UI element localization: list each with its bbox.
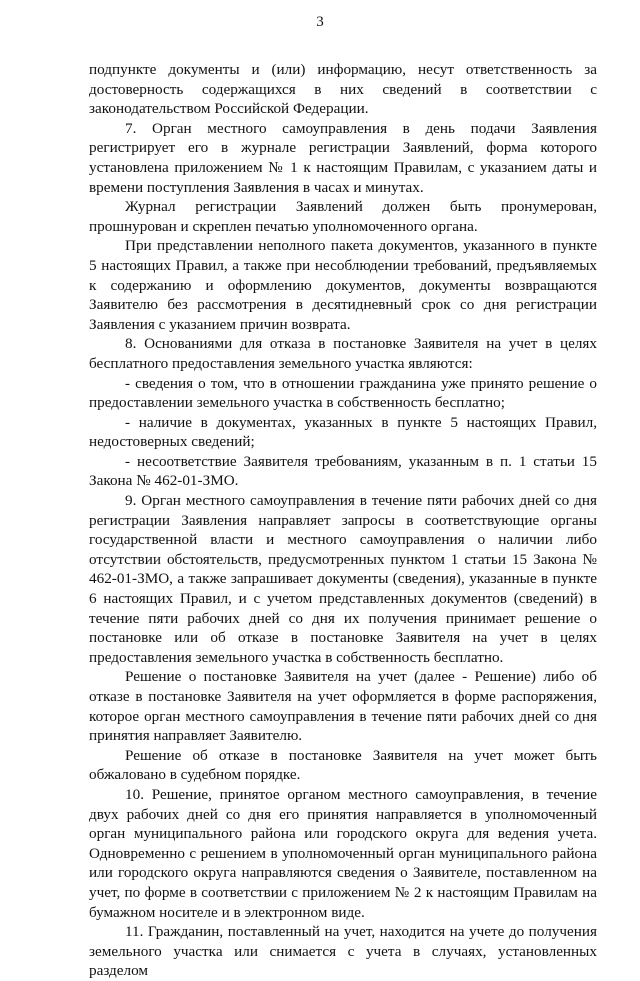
paragraph: 10. Решение, принятое органом местного самоуправления, в течение двух рабочих дней со дня его принятия направляется в уполномоченный орган муниципального района или городского округа для ведения учета. Одновременно с решением в уполномоченный орган муниципального района или городского округа направляются сведения о Заявителе, поставленном на учет, по форме в соответствии с приложением № 2 к настоящим Правилам на бумажном носителе и в электронном виде. bbox=[89, 785, 597, 921]
paragraph: 7. Орган местного самоуправления в день подачи Заявления регистрирует его в журнале регистрации Заявлений, форма которого установлена приложением № 1 к настоящим Правилам, с указанием даты и времени поступления Заявления в часах и минутах. bbox=[89, 119, 597, 196]
paragraph: Решение об отказе в постановке Заявителя на учет может быть обжаловано в судебном порядке. bbox=[89, 746, 597, 784]
paragraph: При представлении неполного пакета документов, указанного в пункте 5 настоящих Правил, а также при несоблюдении требований, предъявляемых к содержанию и оформлению документов, документы возвращаются Заявителю без рассмотрения в десятидневный срок со дня регистрации Заявления с указанием причин возврата. bbox=[89, 237, 597, 333]
paragraph: 9. Орган местного самоуправления в течение пяти рабочих дней со дня регистрации Заявления направляет запросы в соответствующие органы государственной власти и местного самоуправления о наличии либо отсутствии обстоятельств, предусмотренных пунктом 1 статьи 15 Закона № 462-01-ЗМО, а также запрашивает документы (сведения), указанные в пункте 6 настоящих Правил, и с учетом представленных документов (сведений) в течение пяти рабочих дней со дня их получения принимает решение о постановке или об отказе в постановке Заявителя на учет в целях предоставления земельного участка в собственность бесплатно. bbox=[89, 492, 597, 666]
paragraph: - несоответствие Заявителя требованиям, указанным в п. 1 статьи 15 Закона № 462-01-ЗМО. bbox=[89, 452, 597, 490]
document-body bbox=[89, 60, 597, 981]
paragraph: Решение о постановке Заявителя на учет (далее - Решение) либо об отказе в постановке Заявителя на учет оформляется в форме распоряжения, которое орган местного самоуправления в течение пяти рабочих дней со дня принятия направляет Заявителю. bbox=[89, 668, 597, 745]
paragraph: 11. Гражданин, поставленный на учет, находится на учете до получения земельного участка или снимается с учета в случаях, установленных разделом bbox=[89, 923, 597, 980]
paragraph: - сведения о том, что в отношении гражданина уже принято решение о предоставлении земельного участка в собственность бесплатно; bbox=[89, 374, 597, 412]
page-number: 3 bbox=[316, 14, 324, 30]
paragraph: 8. Основаниями для отказа в постановке Заявителя на учет в целях бесплатного предоставления земельного участка являются: bbox=[89, 335, 597, 372]
paragraph: Журнал регистрации Заявлений должен быть пронумерован, прошнурован и скреплен печатью уполномоченного органа. bbox=[89, 198, 597, 235]
paragraph: подпункте документы и (или) информацию, несут ответственность за достоверность содержащихся в них сведений в соответствии с законодательством Российской Федерации. bbox=[89, 61, 597, 118]
paragraph: - наличие в документах, указанных в пункте 5 настоящих Правил, недостоверных сведений; bbox=[89, 413, 597, 451]
